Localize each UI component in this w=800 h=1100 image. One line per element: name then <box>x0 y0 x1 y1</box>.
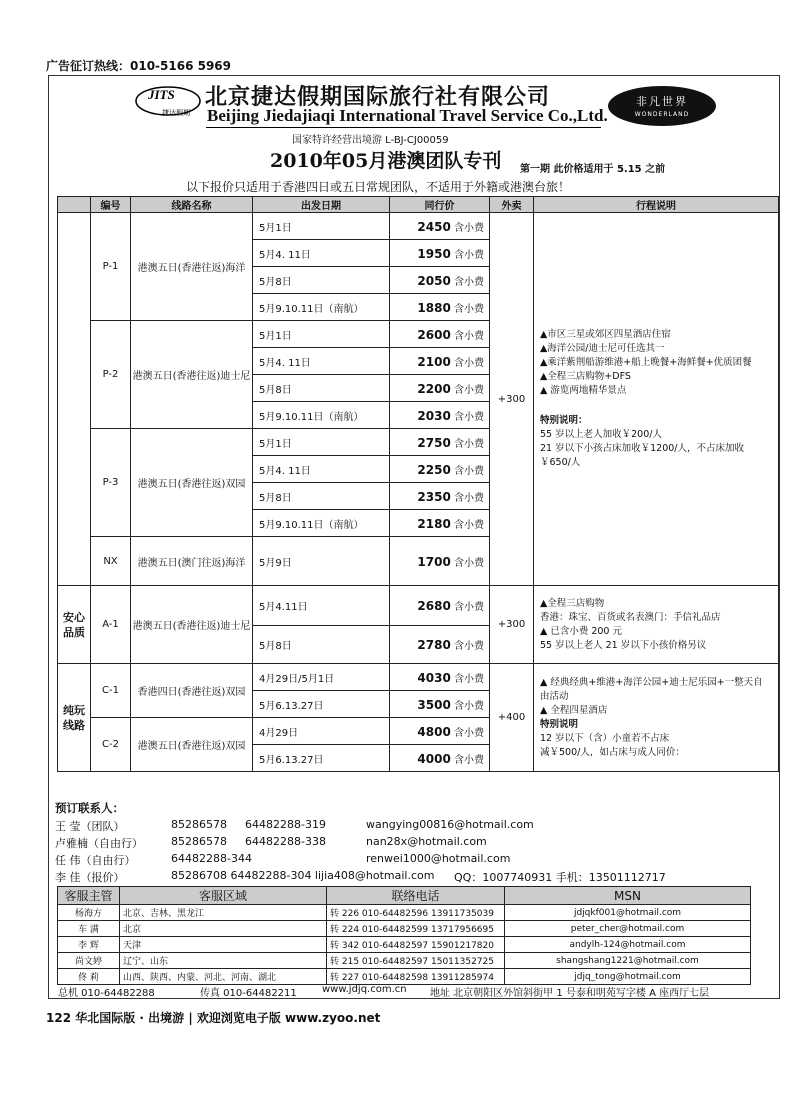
header-blank <box>58 197 91 213</box>
contact-row <box>55 869 666 886</box>
svc-phone: 转 226 010-64482596 13911735039 <box>327 905 505 921</box>
desc-item: ▲ 已含小费 200 元 <box>540 625 622 637</box>
depart-date: 5月4. 11日 <box>253 240 390 267</box>
desc-note-title: 特别说明 <box>540 718 579 730</box>
depart-date: 5月1日 <box>253 321 390 348</box>
depart-date: 5月9.10.11日（南航） <box>253 402 390 429</box>
depart-date: 5月9日 <box>253 537 390 586</box>
surcharge-value: +400 <box>490 664 534 772</box>
desc-item: ▲ 游览两地精华景点 <box>540 385 627 396</box>
service-row <box>58 969 751 985</box>
price-value: 2250 <box>417 462 451 477</box>
depart-date: 5月6.13.27日 <box>253 745 390 772</box>
desc-item: ▲市区三星或郊区四星酒店住宿 <box>540 329 671 340</box>
service-row <box>58 937 751 953</box>
svc-area: 山西、陕西、内蒙、河北、河南、湖北 <box>120 969 327 985</box>
svc-area: 北京、吉林、黑龙江 <box>120 905 327 921</box>
header-price: 同行价 <box>390 197 490 213</box>
depart-date: 5月4. 11日 <box>253 348 390 375</box>
route-name: 港澳五日(香港往返)双园 <box>131 718 253 772</box>
group-label: 安心品质 <box>58 586 91 664</box>
price-value: 2030 <box>417 408 451 423</box>
desc-note-title: 特别说明： <box>540 415 588 426</box>
header-date: 出发日期 <box>253 197 390 213</box>
svc-header-phone: 联络电话 <box>327 887 505 905</box>
price-unit: 含小费 <box>454 249 484 261</box>
svc-name: 尚文婷 <box>58 953 120 969</box>
price-table <box>57 196 779 772</box>
service-row <box>58 953 751 969</box>
logo-text: JITS <box>148 87 175 102</box>
price-value: 2780 <box>417 638 451 652</box>
depart-date: 5月4. 11日 <box>253 456 390 483</box>
price-unit: 含小费 <box>454 222 484 234</box>
wonderland-en: WONDERLAND <box>634 111 690 118</box>
promo-title: 2010年05月港澳团队专刊 <box>270 150 502 172</box>
price-value: 4800 <box>417 724 451 739</box>
price-unit: 含小费 <box>454 557 484 569</box>
contact-email: renwei1000@hotmail.com <box>366 852 511 865</box>
svc-phone: 转 227 010-64482598 13911285974 <box>327 969 505 985</box>
footer-web: www.jdjq.com.cn <box>322 984 407 995</box>
svc-name: 佟 莉 <box>58 969 120 985</box>
price-unit: 含小费 <box>454 384 484 396</box>
wonderland-cn: 非凡世界 <box>636 95 688 108</box>
contact-name: 卢雅楠（自由行） <box>55 837 143 850</box>
itinerary-desc <box>534 664 779 772</box>
svc-area: 天津 <box>120 937 327 953</box>
price-unit: 含小费 <box>454 602 484 613</box>
route-code: P-1 <box>91 213 131 321</box>
route-name: 港澳五日(香港往返)双园 <box>131 429 253 537</box>
price-value: 2350 <box>417 489 451 504</box>
price-unit: 含小费 <box>454 411 484 423</box>
contact-email: nan28x@hotmail.com <box>366 835 487 848</box>
svc-name: 李 辉 <box>58 937 120 953</box>
depart-date: 4月29日 <box>253 718 390 745</box>
depart-date: 5月8日 <box>253 267 390 294</box>
price-unit: 含小费 <box>454 276 484 288</box>
svc-msn: peter_cher@hotmail.com <box>505 921 751 937</box>
license-number: 国家特许经营出境游 L-BJ-CJ00059 <box>292 135 449 146</box>
price-unit: 含小费 <box>454 357 484 369</box>
route-code: C-2 <box>91 718 131 772</box>
itinerary-desc <box>534 213 779 586</box>
price-unit: 含小费 <box>454 492 484 504</box>
svc-msn: jdjqkf001@hotmail.com <box>505 905 751 921</box>
itinerary-desc <box>534 586 779 664</box>
group-blank <box>58 213 91 586</box>
price-value: 2200 <box>417 381 451 396</box>
price-cell <box>390 745 490 772</box>
desc-item: ▲乘洋紫荆船游维港+船上晚餐+海鲜餐+优质团餐 <box>540 357 752 368</box>
price-value: 2180 <box>417 516 451 531</box>
title-rule <box>206 127 601 128</box>
route-name: 港澳五日(香港往返)海洋 <box>131 213 253 321</box>
price-value: 2750 <box>417 435 451 450</box>
svc-phone: 转 215 010-64482597 15011352725 <box>327 953 505 969</box>
depart-date: 5月6.13.27日 <box>253 691 390 718</box>
price-value: 1700 <box>417 554 451 569</box>
depart-date: 5月8日 <box>253 375 390 402</box>
ad-hotline: 广告征订热线：010-5166 5969 <box>46 59 232 73</box>
route-code: P-2 <box>91 321 131 429</box>
depart-date: 5月1日 <box>253 429 390 456</box>
depart-date: 4月29日/5月1日 <box>253 664 390 691</box>
contact-email: wangying00816@hotmail.com <box>366 818 534 831</box>
price-unit: 含小费 <box>454 754 484 766</box>
desc-note: 55 岁以上老人加收￥200/人 <box>540 429 662 440</box>
surcharge-value: +300 <box>490 586 534 664</box>
price-unit: 含小费 <box>454 641 484 652</box>
svc-header-name: 客服主管 <box>58 887 120 905</box>
price-unit: 含小费 <box>454 303 484 315</box>
contact-phone: 64482288-344 <box>171 852 252 865</box>
contact-row <box>55 835 487 852</box>
desc-note: 21 岁以下小孩占床加收￥1200/人，不占床加收￥650/人 <box>540 443 744 468</box>
route-name: 港澳五日(香港往返)迪士尼 <box>131 586 253 664</box>
price-unit: 含小费 <box>454 438 484 450</box>
service-row <box>58 921 751 937</box>
svc-phone: 转 224 010-64482599 13717956695 <box>327 921 505 937</box>
contact-phone: 85286708 64482288-304 lijia408@hotmail.com <box>171 869 435 882</box>
contact-row <box>55 852 511 869</box>
price-value: 2100 <box>417 354 451 369</box>
service-table <box>57 886 751 985</box>
company-name-cn: 北京捷达假期国际旅行社有限公司 <box>205 84 551 110</box>
desc-item: 香港：珠宝、百货或名表澳门：手信礼品店 <box>540 611 721 623</box>
contact-row <box>55 818 534 835</box>
depart-date: 5月1日 <box>253 213 390 240</box>
price-cell <box>390 267 490 294</box>
footer-fax: 传真 010-64482211 <box>200 988 297 999</box>
svc-name: 车 满 <box>58 921 120 937</box>
header-itinerary: 行程说明 <box>534 197 779 213</box>
svc-msn: shangshang1221@hotmail.com <box>505 953 751 969</box>
price-cell <box>390 483 490 510</box>
notice-text: 以下报价只适用于香港四日或五日常规团队，不适用于外籍或港澳台旅！ <box>186 180 571 194</box>
contact-phone: 85286578 <box>171 818 227 831</box>
header-code: 编号 <box>91 197 131 213</box>
footer-address: 地址 北京朝阳区外馆斜街甲 1 号泰和明苑写字楼 A 座西厅七层 <box>430 988 710 999</box>
route-code: C-1 <box>91 664 131 718</box>
contact-phone: 64482288-338 <box>245 835 326 848</box>
table-row <box>58 586 779 626</box>
desc-note: 减￥500/人，如占床与成人同价： <box>540 746 685 758</box>
desc-item: 55 岁以上老人 21 岁以下小孩价格另议 <box>540 639 707 651</box>
desc-item: ▲全程三店购物+DFS <box>540 371 631 382</box>
depart-date: 5月9.10.11日（南航） <box>253 510 390 537</box>
price-value: 3500 <box>417 697 451 712</box>
surcharge-value: +300 <box>490 213 534 586</box>
price-unit: 含小费 <box>454 330 484 342</box>
contacts-section <box>55 800 666 886</box>
svc-area: 辽宁、山东 <box>120 953 327 969</box>
desc-note: 12 岁以下（含）小童若不占床 <box>540 732 670 744</box>
price-value: 2600 <box>417 327 451 342</box>
contact-phone: 85286578 <box>171 835 227 848</box>
desc-item: ▲海洋公园/迪士尼可任选其一 <box>540 343 665 354</box>
desc-item: ▲ 经典经典+维港+海洋公园+迪士尼乐园+一整天自由活动 <box>540 676 763 702</box>
depart-date: 5月8日 <box>253 483 390 510</box>
table-row <box>58 213 779 240</box>
svc-phone: 转 342 010-64482597 15901217820 <box>327 937 505 953</box>
price-cell <box>390 240 490 267</box>
svc-header-msn: MSN <box>505 887 751 905</box>
price-value: 1880 <box>417 300 451 315</box>
svc-header-area: 客服区域 <box>120 887 327 905</box>
issue-note: 第一期 此价格适用于 5.15 之前 <box>520 164 666 175</box>
price-cell <box>390 691 490 718</box>
route-name: 港澳五日(澳门往返)海洋 <box>131 537 253 586</box>
wonderland-logo <box>608 86 716 126</box>
price-value: 4030 <box>417 670 451 685</box>
price-value: 1950 <box>417 246 451 261</box>
depart-date: 5月8日 <box>253 626 390 664</box>
price-cell <box>390 456 490 483</box>
price-cell <box>390 537 490 586</box>
price-unit: 含小费 <box>454 727 484 739</box>
price-unit: 含小费 <box>454 465 484 477</box>
service-row <box>58 905 751 921</box>
contact-name: 李 佳（报价） <box>55 871 125 884</box>
svc-msn: andylh-124@hotmail.com <box>505 937 751 953</box>
service-header <box>58 887 751 905</box>
price-cell <box>390 429 490 456</box>
route-code: NX <box>91 537 131 586</box>
group-label: 纯玩线路 <box>58 664 91 772</box>
jits-logo <box>134 81 202 125</box>
header-surcharge: 外卖 <box>490 197 534 213</box>
logo-sub: 捷达假期 <box>162 109 190 117</box>
price-value: 4000 <box>417 751 451 766</box>
page-footer: 122 华北国际版 · 出境游 | 欢迎浏览电子版 www.zyoo.net <box>46 1011 381 1025</box>
route-name: 港澳五日(香港往返)迪士尼 <box>131 321 253 429</box>
price-value: 2050 <box>417 273 451 288</box>
svc-name: 杨海方 <box>58 905 120 921</box>
price-cell <box>390 294 490 321</box>
contact-name: 王 莹（团队） <box>55 820 125 833</box>
price-cell <box>390 213 490 240</box>
header-route: 线路名称 <box>131 197 253 213</box>
price-cell <box>390 402 490 429</box>
svc-msn: jdjq_tong@hotmail.com <box>505 969 751 985</box>
price-cell <box>390 664 490 691</box>
company-name-en: Beijing Jiedajiaqi International Travel Service Co.,Ltd. <box>207 106 608 125</box>
price-value: 2680 <box>417 599 451 613</box>
route-code: A-1 <box>91 586 131 664</box>
contact-name: 任 伟（自由行） <box>55 854 136 867</box>
table-header <box>58 197 779 213</box>
price-cell <box>390 718 490 745</box>
price-cell <box>390 510 490 537</box>
contacts-heading: 预订联系人： <box>55 801 124 815</box>
price-unit: 含小费 <box>454 519 484 531</box>
route-code: P-3 <box>91 429 131 537</box>
depart-date: 5月9.10.11日（南航） <box>253 294 390 321</box>
contact-qq: QQ：1007740931 手机：13501112717 <box>454 871 666 884</box>
footer-main-phone: 总机 010-64482288 <box>58 988 155 999</box>
price-unit: 含小费 <box>454 700 484 712</box>
price-unit: 含小费 <box>454 673 484 685</box>
desc-item: ▲ 全程四星酒店 <box>540 704 608 716</box>
price-cell <box>390 321 490 348</box>
price-cell <box>390 348 490 375</box>
price-cell <box>390 375 490 402</box>
desc-item: ▲全程三店购物 <box>540 597 605 609</box>
depart-date: 5月4.11日 <box>253 586 390 626</box>
svc-area: 北京 <box>120 921 327 937</box>
route-name: 香港四日(香港往返)双园 <box>131 664 253 718</box>
table-row <box>58 664 779 691</box>
price-value: 2450 <box>417 219 451 234</box>
price-cell <box>390 586 490 626</box>
contact-phone: 64482288-319 <box>245 818 326 831</box>
price-cell <box>390 626 490 664</box>
